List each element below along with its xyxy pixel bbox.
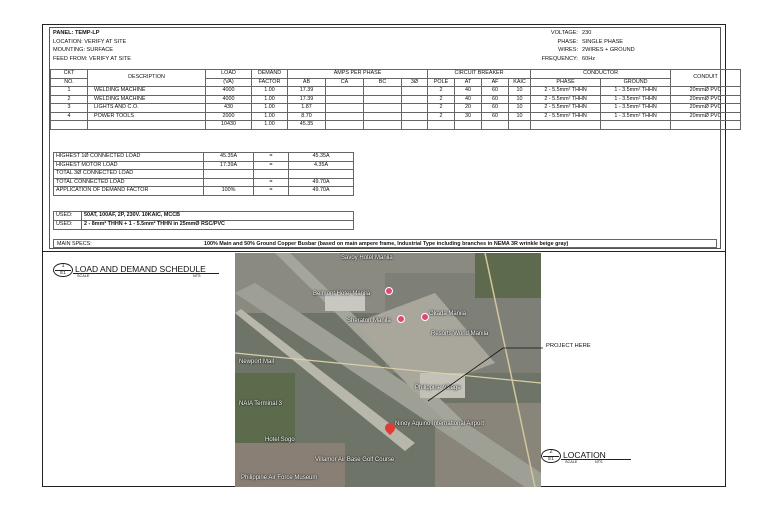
- ckt-at: 40: [455, 87, 482, 96]
- ckt-description: WELDING MACHINE: [88, 87, 206, 96]
- col-no: NO.: [51, 78, 88, 87]
- ckt-ground-conductor: 1 - 3.5mm² THHN: [601, 95, 671, 104]
- summary-label: HIGHEST MOTOR LOAD: [54, 161, 204, 170]
- spec-key: FREQUENCY:: [541, 55, 578, 62]
- ckt-demand-factor: 1.00: [252, 87, 288, 96]
- map-place-label: Okada Manila: [429, 311, 467, 317]
- main-specs-value: 100% Main and 50% Ground Copper Busbar (based on main ampere frame, Industrial Type including branches in NEMA 3R wrinkle beige gray): [204, 241, 569, 247]
- col-circuit-breaker: CIRCUIT BREAKER: [428, 70, 531, 79]
- detail-number: 2: [549, 449, 553, 455]
- electrical-specs: [520, 30, 710, 64]
- ckt-phase-conductor: 2 - 5.5mm² THHN: [531, 95, 601, 104]
- load-table: [50, 69, 741, 130]
- used-row: [54, 212, 354, 221]
- ckt-description: WELDING MACHINE: [88, 95, 206, 104]
- summary-row: [54, 187, 354, 196]
- detail-title: LOAD AND DEMAND SCHEDULE: [75, 264, 206, 274]
- ckt-amps-ca: [326, 104, 364, 113]
- ckt-conduit: 20mmØ PVC: [671, 95, 741, 104]
- drawing-sheet: [42, 24, 726, 487]
- ckt-amps-ab: 1.87: [288, 104, 326, 113]
- main-specs-label: MAIN SPECS:: [57, 241, 92, 247]
- totals-blank: [455, 121, 482, 130]
- map-place-pin-icon: [421, 313, 429, 321]
- detail-nts: NTS: [595, 460, 603, 464]
- col-load: LOAD: [206, 70, 252, 79]
- panel-info: [53, 30, 353, 64]
- col-demand: DEMAND: [252, 70, 288, 79]
- detail-nts: NTS: [193, 274, 201, 278]
- ckt-conduit: 20mmØ PVC: [671, 112, 741, 121]
- map-place-label: Ninoy Aquino International Airport: [395, 421, 485, 427]
- map-place-label: Philippine Air Force Museum: [241, 475, 318, 481]
- ckt-amps-bc: [364, 104, 402, 113]
- used-feeder: 2 - 8mm² THHN + 1 - 5.5mm² THHN in 25mmØ RSC/PVC: [82, 221, 354, 230]
- totals-blank: [51, 121, 88, 130]
- panel-mounting: MOUNTING: SURFACE: [53, 47, 113, 54]
- detail-sheet-ref: E1: [548, 456, 554, 461]
- ckt-amps-bc: [364, 87, 402, 96]
- summary-value-c: 49.70A: [289, 178, 354, 187]
- ckt-no: 2: [51, 95, 88, 104]
- total-ab: 45.35: [288, 121, 326, 130]
- ckt-demand-factor: 1.00: [252, 95, 288, 104]
- ckt-no: 1: [51, 87, 88, 96]
- detail-scale: SCALE: [565, 460, 578, 464]
- totals-blank: [531, 121, 601, 130]
- ckt-ground-conductor: 1 - 3.5mm² THHN: [601, 87, 671, 96]
- summary-value-a: 45.35A: [204, 153, 254, 162]
- used-label: USED:: [54, 221, 82, 230]
- table-header-row: [51, 70, 741, 79]
- totals-row: [51, 121, 741, 130]
- col-ca: CA: [326, 78, 364, 87]
- summary-row: [54, 170, 354, 179]
- col-kaic: KAIC: [509, 78, 531, 87]
- spec-value: 60Hz: [582, 55, 596, 62]
- col-amps-per-phase: AMPS PER PHASE: [288, 70, 428, 79]
- summary-label: TOTAL 3Ø CONNECTED LOAD: [54, 170, 204, 179]
- ckt-description: POWER TOOLS: [88, 112, 206, 121]
- col-af: AF: [482, 78, 509, 87]
- ckt-phase-conductor: 2 - 5.5mm² THHN: [531, 104, 601, 113]
- spec-value: 2WIRES + GROUND: [582, 47, 635, 54]
- summary-label: TOTAL CONNECTED LOAD: [54, 178, 204, 187]
- totals-blank: [671, 121, 741, 130]
- map-place-label: Savoy Hotel Manila: [341, 255, 393, 261]
- col-pole: POLE: [428, 78, 455, 87]
- totals-blank: [482, 121, 509, 130]
- ckt-at: 30: [455, 112, 482, 121]
- summary-operator: =: [254, 153, 289, 162]
- summary-value-c: 49.70A: [289, 187, 354, 196]
- ckt-pole: 2: [428, 104, 455, 113]
- totals-blank: [601, 121, 671, 130]
- col-ground: GROUND: [601, 78, 671, 87]
- spec-key: PHASE:: [557, 38, 578, 45]
- ckt-phase-conductor: 2 - 5.5mm² THHN: [531, 87, 601, 96]
- map-place-label: Philippine Village: [415, 385, 461, 391]
- location-map: [235, 253, 541, 487]
- detail-callout-2: [541, 449, 631, 469]
- map-place-label: Hotel Sogo: [265, 437, 295, 443]
- col-at: AT: [455, 78, 482, 87]
- project-here-label: PROJECT HERE: [546, 343, 591, 349]
- col-ab: AB: [288, 78, 326, 87]
- ckt-no: 3: [51, 104, 88, 113]
- summary-value-a: [204, 178, 254, 187]
- summary-operator: [254, 170, 289, 179]
- totals-blank: [326, 121, 364, 130]
- col-3phase: 3Ø: [402, 78, 428, 87]
- summary-operator: =: [254, 178, 289, 187]
- panel-location: LOCATION: VERIFY AT SITE: [53, 38, 127, 45]
- map-place-label: Belmont Hotel Manila: [313, 291, 371, 297]
- ckt-load: 4000: [206, 95, 252, 104]
- main-specs: [53, 239, 717, 248]
- col-ckt: CKT: [51, 70, 88, 79]
- ckt-load: 430: [206, 104, 252, 113]
- ckt-amps-ab: 8.70: [288, 112, 326, 121]
- summary-value-c: 4.35A: [289, 161, 354, 170]
- ckt-amps-bc: [364, 112, 402, 121]
- summary-value-c: [289, 170, 354, 179]
- summary-label: APPLICATION OF DEMAND FACTOR: [54, 187, 204, 196]
- panel-name: PANEL: TEMP-LP: [53, 30, 100, 36]
- spec-key: WIRES:: [558, 47, 578, 54]
- totals-blank: [402, 121, 428, 130]
- sheet-divider: [43, 251, 725, 252]
- ckt-af: 60: [482, 95, 509, 104]
- summary-operator: =: [254, 161, 289, 170]
- summary-operator: =: [254, 187, 289, 196]
- ckt-load: 4000: [206, 87, 252, 96]
- ckt-phase-conductor: 2 - 5.5mm² THHN: [531, 112, 601, 121]
- spec-value: 230: [582, 30, 592, 36]
- detail-sheet-ref: E1: [60, 270, 66, 275]
- ckt-conduit: 20mmØ PVC: [671, 87, 741, 96]
- summary-label: HIGHEST 1Ø CONNECTED LOAD: [54, 153, 204, 162]
- col-conductor: CONDUCTOR: [531, 70, 671, 79]
- map-place-pin-icon: [397, 315, 405, 323]
- ckt-kaic: 10: [509, 95, 531, 104]
- panel-feed: FEED FROM: VERIFY AT SITE: [53, 55, 132, 62]
- summary-rows: [54, 153, 354, 196]
- map-place-label: Sheraton Manila: [347, 318, 391, 324]
- ckt-no: 4: [51, 112, 88, 121]
- detail-scale: SCALE: [77, 274, 90, 278]
- ckt-amps-3phase: [402, 112, 428, 121]
- map-place-label: Resorts World Manila: [431, 331, 489, 337]
- totals-blank: [509, 121, 531, 130]
- summary-value-c: 45.35A: [289, 153, 354, 162]
- summary-value-a: 17.39A: [204, 161, 254, 170]
- totals-blank: [364, 121, 402, 130]
- ckt-af: 60: [482, 112, 509, 121]
- ckt-at: 20: [455, 104, 482, 113]
- summary-value-a: 100%: [204, 187, 254, 196]
- totals-blank: [428, 121, 455, 130]
- ckt-pole: 2: [428, 112, 455, 121]
- summary-row: [54, 161, 354, 170]
- ckt-load: 2000: [206, 112, 252, 121]
- spec-key: VOLTAGE:: [550, 30, 578, 36]
- ckt-pole: 2: [428, 87, 455, 96]
- ckt-kaic: 10: [509, 104, 531, 113]
- ckt-kaic: 10: [509, 112, 531, 121]
- ckt-amps-ca: [326, 112, 364, 121]
- ckt-ground-conductor: 1 - 3.5mm² THHN: [601, 112, 671, 121]
- detail-title: LOCATION: [563, 450, 606, 460]
- demand-summary-table: [53, 152, 354, 196]
- ckt-af: 60: [482, 87, 509, 96]
- table-row: [51, 95, 741, 104]
- table-row: [51, 104, 741, 113]
- col-conduit: CONDUIT: [671, 70, 741, 87]
- circuit-rows: [51, 87, 741, 121]
- detail-callout-1: [53, 263, 213, 283]
- total-load: 10430: [206, 121, 252, 130]
- ckt-kaic: 10: [509, 87, 531, 96]
- totals-blank: [88, 121, 206, 130]
- load-schedule-panel: [49, 27, 721, 249]
- ckt-ground-conductor: 1 - 3.5mm² THHN: [601, 104, 671, 113]
- summary-row: [54, 153, 354, 162]
- ckt-amps-bc: [364, 95, 402, 104]
- ckt-amps-3phase: [402, 104, 428, 113]
- ckt-amps-ab: 17.39: [288, 87, 326, 96]
- used-row: [54, 221, 354, 230]
- used-main-breaker: 50AT, 100AF, 2P, 230V. 10KAIC, MCCB: [82, 212, 354, 221]
- ckt-amps-3phase: [402, 95, 428, 104]
- ckt-amps-ab: 17.39: [288, 95, 326, 104]
- ckt-pole: 2: [428, 95, 455, 104]
- summary-row: [54, 178, 354, 187]
- used-table: [53, 211, 354, 230]
- map-place-label: Villamor Air Base Golf Course: [315, 457, 395, 463]
- ckt-at: 40: [455, 95, 482, 104]
- col-phase: PHASE: [531, 78, 601, 87]
- total-demand-factor: 1.00: [252, 121, 288, 130]
- col-bc: BC: [364, 78, 402, 87]
- ckt-demand-factor: 1.00: [252, 112, 288, 121]
- detail-number: 1: [61, 263, 65, 269]
- spec-value: SINGLE PHASE: [582, 38, 624, 45]
- ckt-amps-3phase: [402, 87, 428, 96]
- col-va: (VA): [206, 78, 252, 87]
- summary-value-a: [204, 170, 254, 179]
- ckt-demand-factor: 1.00: [252, 104, 288, 113]
- map-place-pin-icon: [385, 287, 393, 295]
- table-row: [51, 112, 741, 121]
- ckt-description: LIGHTS AND C.O.: [88, 104, 206, 113]
- ckt-af: 60: [482, 104, 509, 113]
- ckt-amps-ca: [326, 95, 364, 104]
- ckt-conduit: 20mmØ PVC: [671, 104, 741, 113]
- map-place-label: Newport Mall: [239, 359, 275, 365]
- used-label: USED:: [54, 212, 82, 221]
- ckt-amps-ca: [326, 87, 364, 96]
- col-factor: FACTOR: [252, 78, 288, 87]
- col-description: DESCRIPTION: [88, 70, 206, 87]
- map-place-label: NAIA Terminal 3: [239, 401, 282, 407]
- table-row: [51, 87, 741, 96]
